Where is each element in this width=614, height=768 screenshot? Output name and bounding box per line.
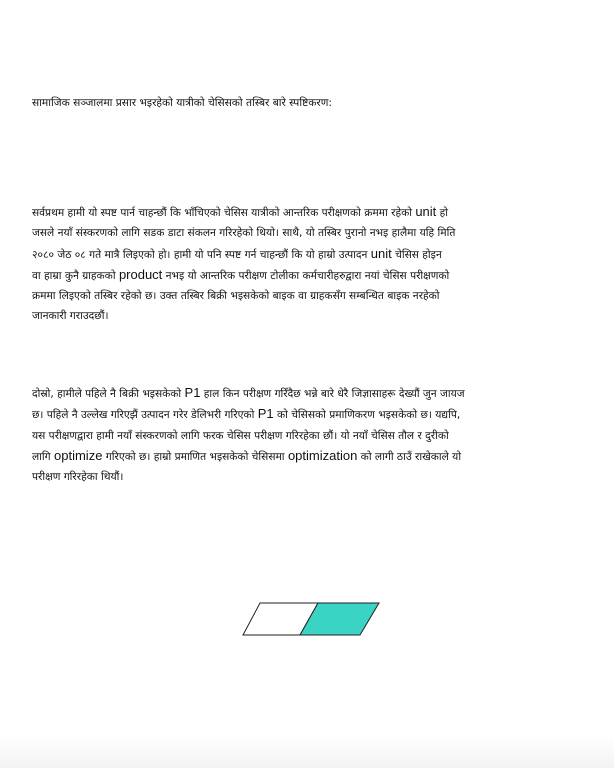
text-segment: लागि	[32, 450, 55, 463]
text-segment: यस परीक्षणद्वारा हामी नयाँ संस्करणको लागि फरक चेसिस परीक्षण गरिरहेका छौं। यो नयाँ चेसिस तौल र दुरीको	[32, 429, 449, 442]
paragraph-second	[32, 383, 584, 487]
text-segment: २०८० जेठ ०८ गते मात्रै लिइएको हो। हामी यो पनि स्पष्ट गर्न चाहन्छौं कि यो हाम्रो उत्पादन	[32, 248, 371, 261]
text-segment: हो	[436, 207, 449, 219]
text-segment: जसले नयाँ संस्करणको लागि सडक डाटा संकलन गरिरहेको थियो। साथै, यो तस्बिर पुरानो नभइ हालैमा यहि मिति	[32, 227, 456, 240]
text-segment: क्रममा लिइएको तस्बिर रहेको छ। उक्त तस्बिर बिक्री भइसकेको बाइक वा ग्राहकसँग सम्बन्धित बाइक नरहेको	[32, 290, 440, 303]
latin-term: product	[118, 266, 163, 282]
paragraph-line	[32, 426, 584, 446]
paragraph-line	[32, 286, 584, 306]
paragraph-line	[32, 202, 584, 223]
text-segment: नभइ यो आन्तरिक परीक्षण टोलीका कर्मचारीहरुद्वारा नयां चेसिस परीक्षणको	[162, 269, 450, 282]
paragraph-line	[32, 306, 584, 326]
paragraph-line	[32, 244, 584, 265]
paragraph-line	[32, 467, 584, 487]
latin-term: unit	[415, 204, 437, 219]
text-segment: वा हाम्रा कुनै ग्राहकको	[32, 269, 119, 282]
paragraph-line	[32, 223, 584, 243]
latin-term: optimize	[54, 447, 103, 463]
paragraph-line	[32, 265, 584, 286]
text-segment: परीक्षण गरिरहेका थियौं।	[32, 471, 124, 484]
text-segment: छ। पहिले नै उल्लेख गरिएझैं उत्पादन गरेर डेलिभरी गरिएको	[32, 409, 258, 422]
text-segment: सर्वप्रथम हामी यो स्पष्ट पार्न चाहन्छौं कि भाँचिएको चेसिस यात्रीको आन्तरिक परीक्षणको क्रममा रहेको	[32, 207, 416, 219]
latin-term: optimization	[287, 447, 358, 463]
document-heading: सामाजिक सञ्जालमा प्रसार भइरहेको यात्रीको चेसिसको तस्बिर बारे स्पष्टिकरण:	[32, 97, 332, 109]
text-segment: हाल किन परीक्षण गरिँदैछ भन्ने बारे धेरै जिज्ञासाहरू देख्यौं जुन जायज	[200, 388, 465, 400]
text-segment: जानकारी गराउदछौं।	[32, 310, 109, 323]
page-bottom-shadow	[0, 736, 614, 768]
latin-term: unit	[370, 245, 392, 261]
paragraph-line	[32, 404, 584, 425]
text-segment: चेसिस होइन	[391, 248, 442, 261]
text-segment: को चेसिसको प्रमाणिकरण भइसकेको छ। यद्यपि,	[273, 409, 461, 422]
paragraph-line	[32, 446, 584, 467]
latin-term: P1	[184, 385, 201, 400]
latin-term: P1	[257, 406, 274, 422]
brand-logo-icon	[242, 602, 380, 636]
paragraph-line	[32, 383, 584, 404]
text-segment: दोस्रो, हामीले पहिले नै बिक्री भइसकेको	[32, 388, 185, 400]
text-segment: को लागी ठाउँ राखेकाले यो	[357, 450, 462, 463]
text-segment: गरिएको छ। हाम्रो प्रमाणित भइसकेको चेसिसमा	[102, 450, 288, 463]
paragraph-first	[32, 202, 584, 327]
